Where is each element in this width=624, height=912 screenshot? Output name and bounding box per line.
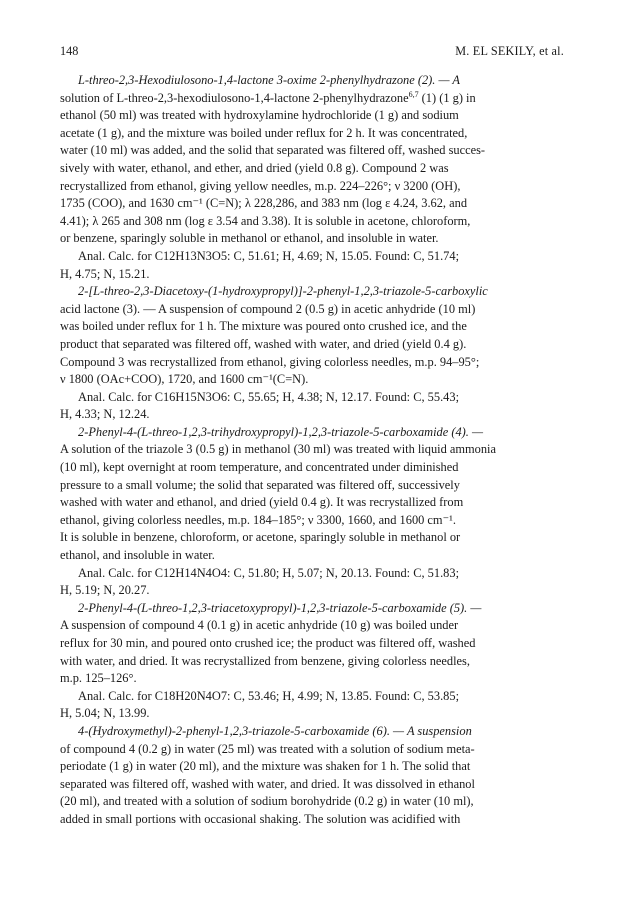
line: acid lactone (3). — A suspension of compound 2 (0.5 g) in acetic anhydride (10 ml) [60,301,476,316]
line: was boiled under reflux for 1 h. The mixture was poured onto crushed ice, and the [60,319,467,334]
reference-superscript: 6,7 [408,89,419,99]
line: m.p. 125–126°. [60,671,137,686]
line: reflux for 30 min, and poured onto crushed ice; the product was filtered off, washed [60,636,476,650]
line: separated was filtered off, washed with water, and dried. It was dissolved in ethanol [60,776,475,791]
paragraph-compound-2 [60,72,564,248]
page-number: 148 [60,44,79,58]
line: 2-Phenyl-4-(L-threo-1,2,3-trihydroxypropyl)-1,2,3-triazole-5-carboxamide (4). — [78,424,483,439]
paragraph-compound-4 [60,424,564,565]
line: 2-Phenyl-4-(L-threo-1,2,3-triacetoxypropyl)-1,2,3-triazole-5-carboxamide (5). — [78,600,482,615]
line: (20 ml), and treated with a solution of sodium borohydride (0.2 g) in water (10 ml), [60,794,474,809]
line: ethanol, giving colorless needles, m.p. 184–185°; ν 3300, 1660, and 1600 cm⁻¹. [60,512,456,527]
line: Anal. Calc. for C12H13N3O5: C, 51.61; H, 4.69; N, 15.05. Found: C, 51.74; [78,248,460,263]
running-head: M. EL SEKILY, et al. [455,44,564,58]
line: periodate (1 g) in water (20 ml), and the mixture was shaken for 1 h. The solid that [60,759,471,774]
analysis-compound-4 [60,565,564,600]
line: H, 5.19; N, 20.27. [60,583,150,598]
line: added in small portions with occasional shaking. The solution was acidified with [60,811,461,826]
line: Anal. Calc. for C12H14N4O4: C, 51.80; H, 5.07; N, 20.13. Found: C, 51.83; [78,565,460,580]
line: or benzene, sparingly soluble in methanol or ethanol, and insoluble in water. [60,231,439,246]
page-header [60,44,564,62]
line: water (10 ml) was added, and the solid that separated was filtered off, washed succes- [60,143,486,158]
line: product that separated was filtered off, washed with water, and dried (yield 0.4 g). [60,336,467,351]
body-text [60,72,564,829]
line: recrystallized from ethanol, giving yellow needles, m.p. 224–226°; ν 3200 (OH), [60,178,461,193]
line: washed with water and ethanol, and dried (yield 0.4 g). It was recrystallized from [60,495,464,510]
line: of compound 4 (0.2 g) in water (25 ml) was treated with a solution of sodium meta- [60,741,475,756]
line: ethanol, and insoluble in water. [60,548,215,563]
line: Anal. Calc. for C18H20N4O7: C, 53.46; H, 4.99; N, 13.85. Found: C, 53.85; [78,688,460,703]
line: acetate (1 g), and the mixture was boiled under reflux for 2 h. It was concentrated, [60,125,468,140]
line: 4-(Hydroxymethyl)-2-phenyl-1,2,3-triazole-5-carboxamide (6). — A suspension [78,723,472,738]
line: with water, and dried. It was recrystallized from benzene, giving colorless needles, [60,653,470,668]
paragraph-compound-5 [60,600,564,688]
line: (10 ml), kept overnight at room temperature, and concentrated under diminished [60,460,459,475]
line: Compound 3 was recrystallized from ethanol, giving colorless needles, m.p. 94–95°; [60,354,480,369]
line: pressure to a small volume; the solid that separated was filtered off, successively [60,477,460,492]
line: ν 1800 (OAc+COO), 1720, and 1600 cm⁻¹(C=N). [60,372,309,387]
line: ethanol (50 ml) was treated with hydroxylamine hydrochloride (1 g) and sodium [60,108,459,123]
line: 4.41); λ 265 and 308 nm (log ε 3.54 and 3.38). It is soluble in acetone, chloroform, [60,213,471,228]
line: Anal. Calc. for C16H15N3O6: C, 55.65; H, 4.38; N, 12.17. Found: C, 55.43; [78,389,460,404]
line: sively with water, ethanol, and ether, and dried (yield 0.8 g). Compound 2 was [60,160,449,175]
analysis-compound-3 [60,389,564,424]
line: L-threo-2,3-Hexodiulosono-1,4-lactone 3-oxime 2-phenylhydrazone (2). — A [78,73,460,87]
line: H, 5.04; N, 13.99. [60,706,150,721]
line: A solution of the triazole 3 (0.5 g) in methanol (30 ml) was treated with liquid ammonia [60,442,496,457]
paragraph-compound-6 [60,723,564,829]
line: H, 4.33; N, 12.24. [60,407,150,422]
line: A suspension of compound 4 (0.1 g) in acetic anhydride (10 g) was boiled under [60,618,459,633]
analysis-compound-2 [60,248,564,283]
analysis-compound-5 [60,688,564,723]
line: 1735 (COO), and 1630 cm⁻¹ (C=N); λ 228,286, and 383 nm (log ε 4.24, 3.62, and [60,196,468,211]
line: H, 4.75; N, 15.21. [60,266,150,281]
line: solution of L-threo-2,3-hexodiulosono-1,4-lactone 2-phenylhydrazone [60,90,409,105]
line: It is soluble in benzene, chloroform, or acetone, sparingly soluble in methanol or [60,530,461,545]
line: 2-[L-threo-2,3-Diacetoxy-(1-hydroxypropyl)]-2-phenyl-1,2,3-triazole-5-carboxylic [78,284,488,299]
paragraph-compound-3 [60,283,564,389]
line: (1) (1 g) in [418,90,476,105]
